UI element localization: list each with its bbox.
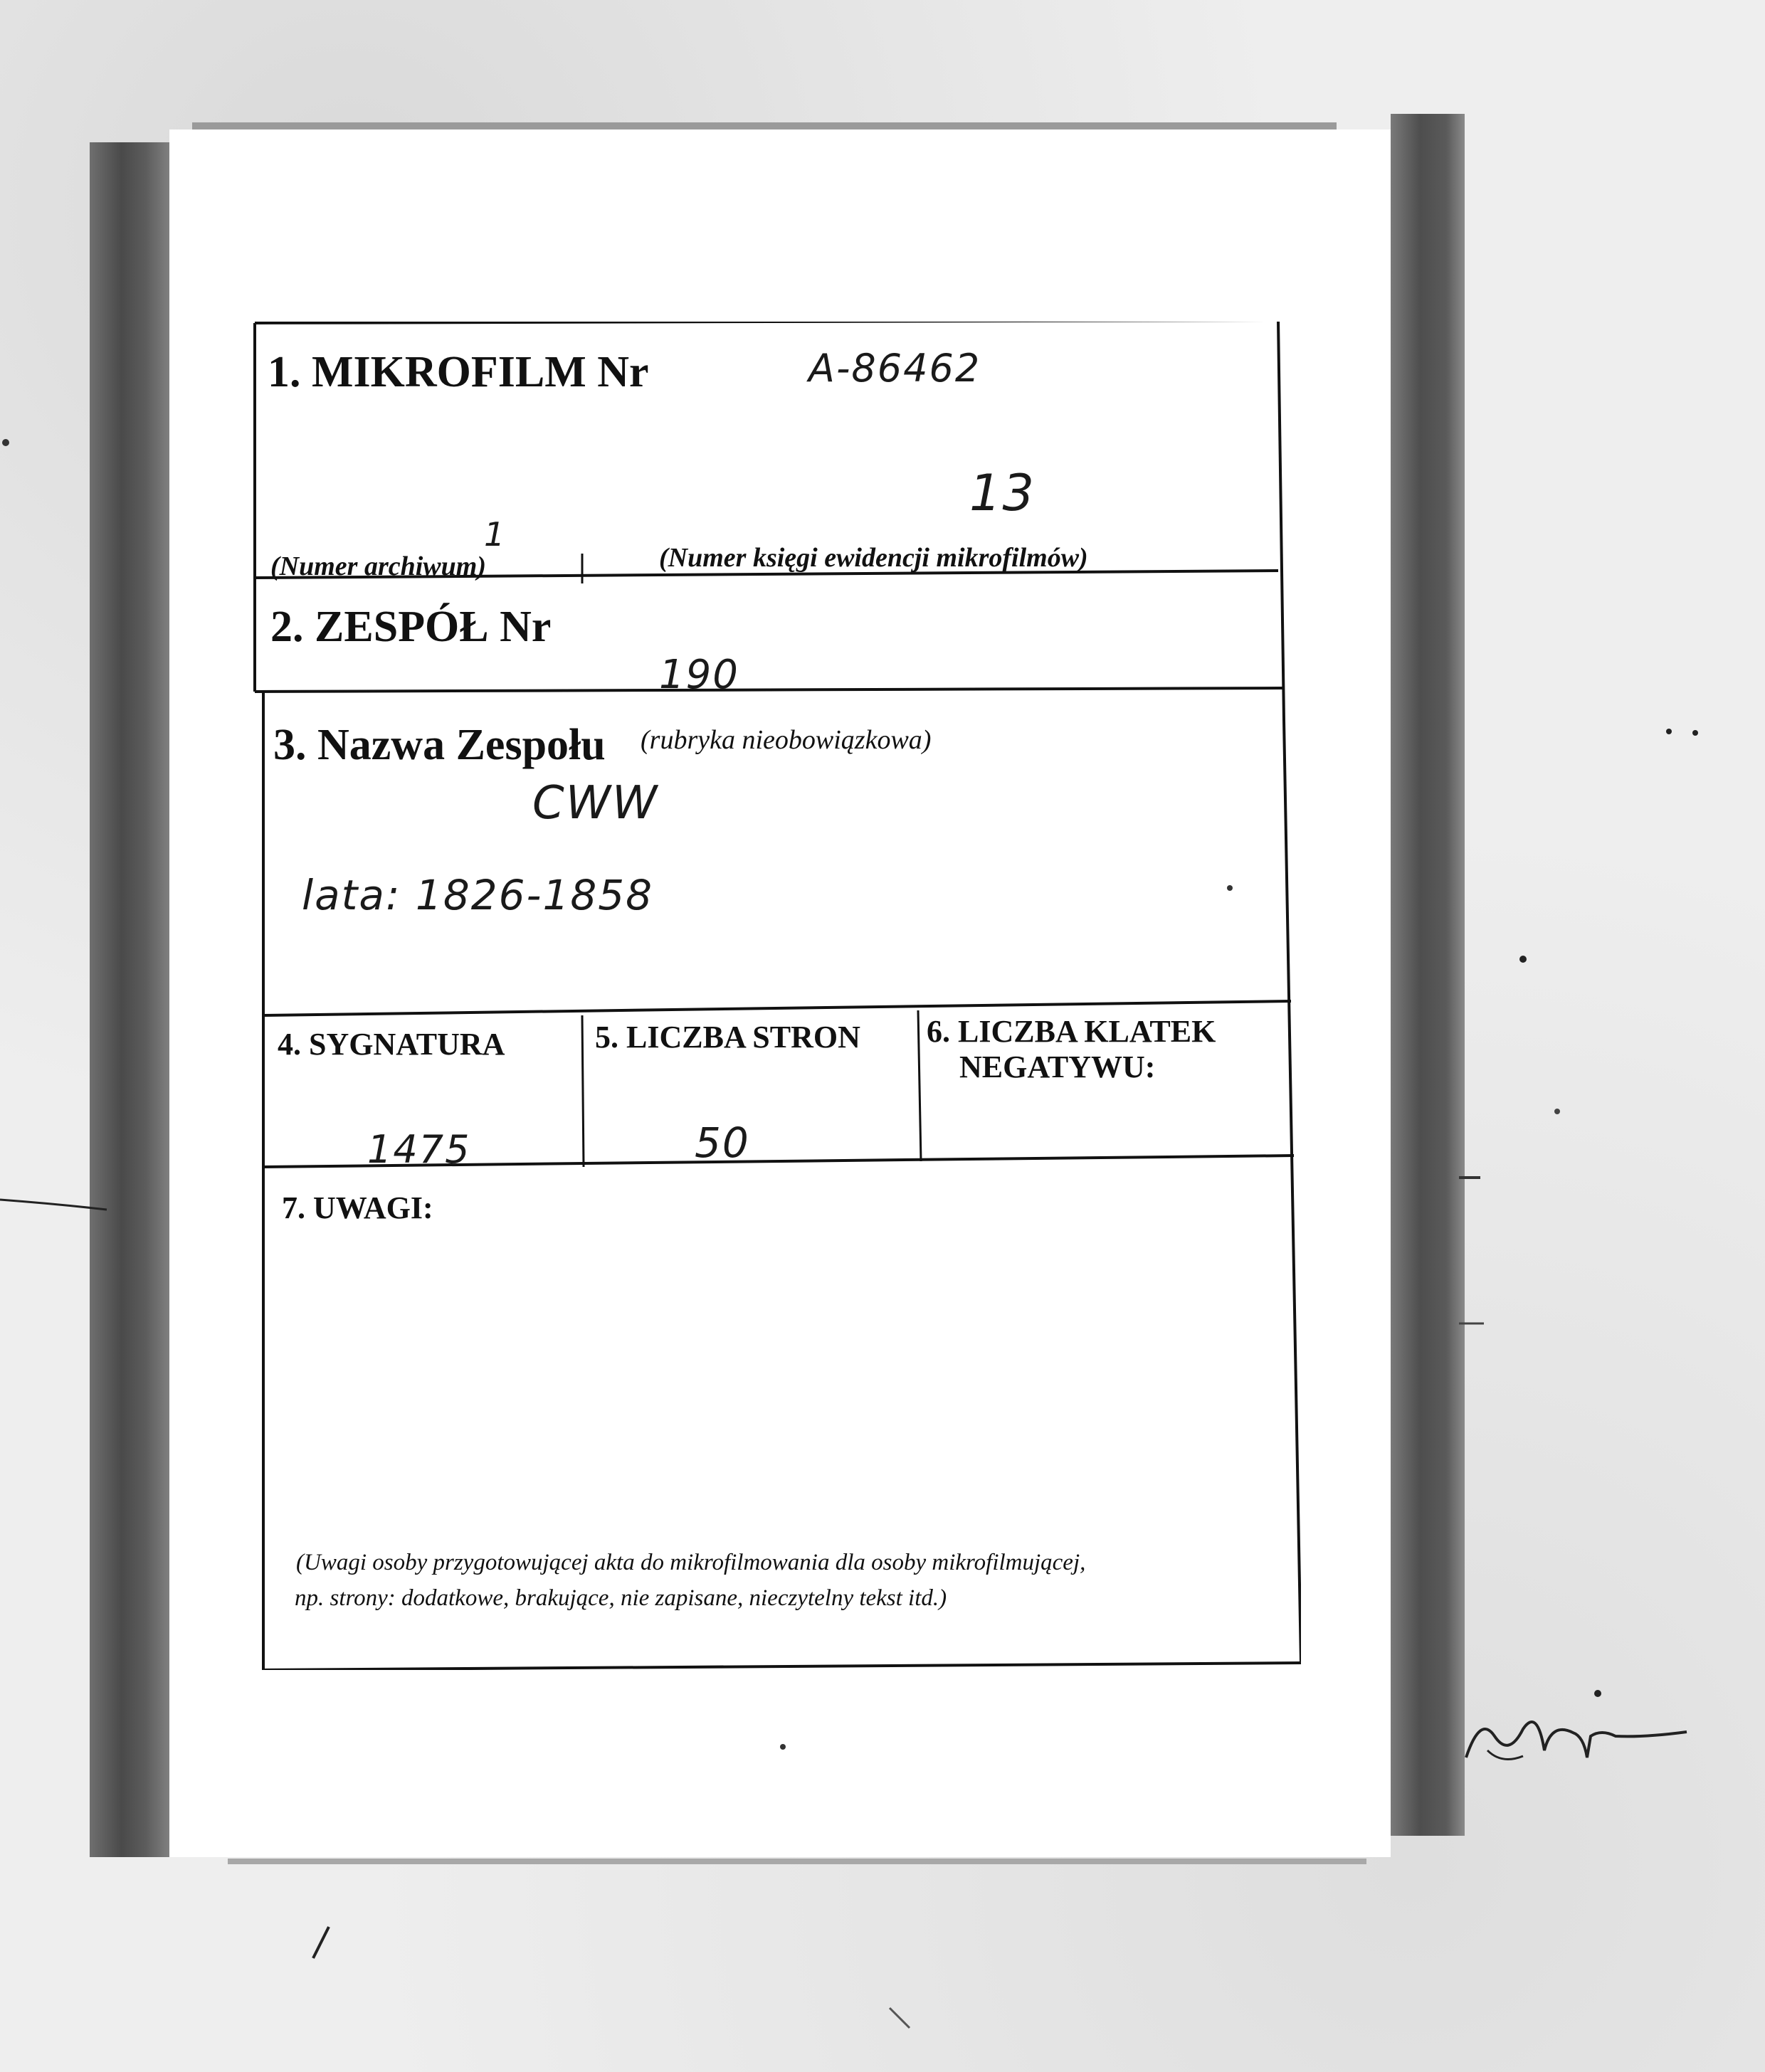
section7-footnote-line2: np. strony: dodatkowe, brakujące, nie zapisane, nieczytelny tekst itd.): [295, 1585, 947, 1611]
handwritten-book-number: 13: [969, 464, 1036, 522]
section2-title: 2. ZESPÓŁ Nr: [270, 603, 552, 651]
section3-subtitle: (rubryka nieobowiązkowa): [641, 725, 932, 755]
section4-title: 4. SYGNATURA: [278, 1027, 505, 1062]
section6-title-line2: NEGATYWU:: [959, 1050, 1156, 1084]
handwritten-fonds-number: 190: [659, 652, 739, 698]
handwritten-microfilm-number: A-86462: [808, 346, 981, 391]
microfilm-record-form: [253, 322, 1301, 1670]
handwritten-signature-number: 1475: [367, 1127, 471, 1172]
section7-footnote-line1: (Uwagi osoby przygotowującej akta do mikrofilmowania dla osoby mikrofilmującej,: [296, 1550, 1086, 1575]
section3-title: 3. Nazwa Zespołu: [273, 721, 606, 769]
section6-title-line1: 6. LICZBA KLATEK: [927, 1014, 1216, 1049]
handwritten-page-count: 50: [695, 1119, 750, 1167]
section1-title: 1. MIKROFILM Nr: [268, 348, 649, 396]
section7-title: 7. UWAGI:: [282, 1190, 433, 1225]
section5-title: 5. LICZBA STRON: [595, 1020, 860, 1054]
form-grid-lines: [253, 322, 1301, 1670]
book-number-label: (Numer księgi ewidencji mikrofilmów): [659, 543, 1088, 573]
margin-initials-signature: [1459, 1693, 1694, 1779]
handwritten-date-range: lata: 1826-1858: [302, 871, 654, 919]
handwritten-fonds-name: CWW: [532, 777, 659, 830]
handwritten-archive-number: 1: [484, 515, 507, 554]
archive-number-label: (Numer archiwum): [270, 551, 486, 581]
